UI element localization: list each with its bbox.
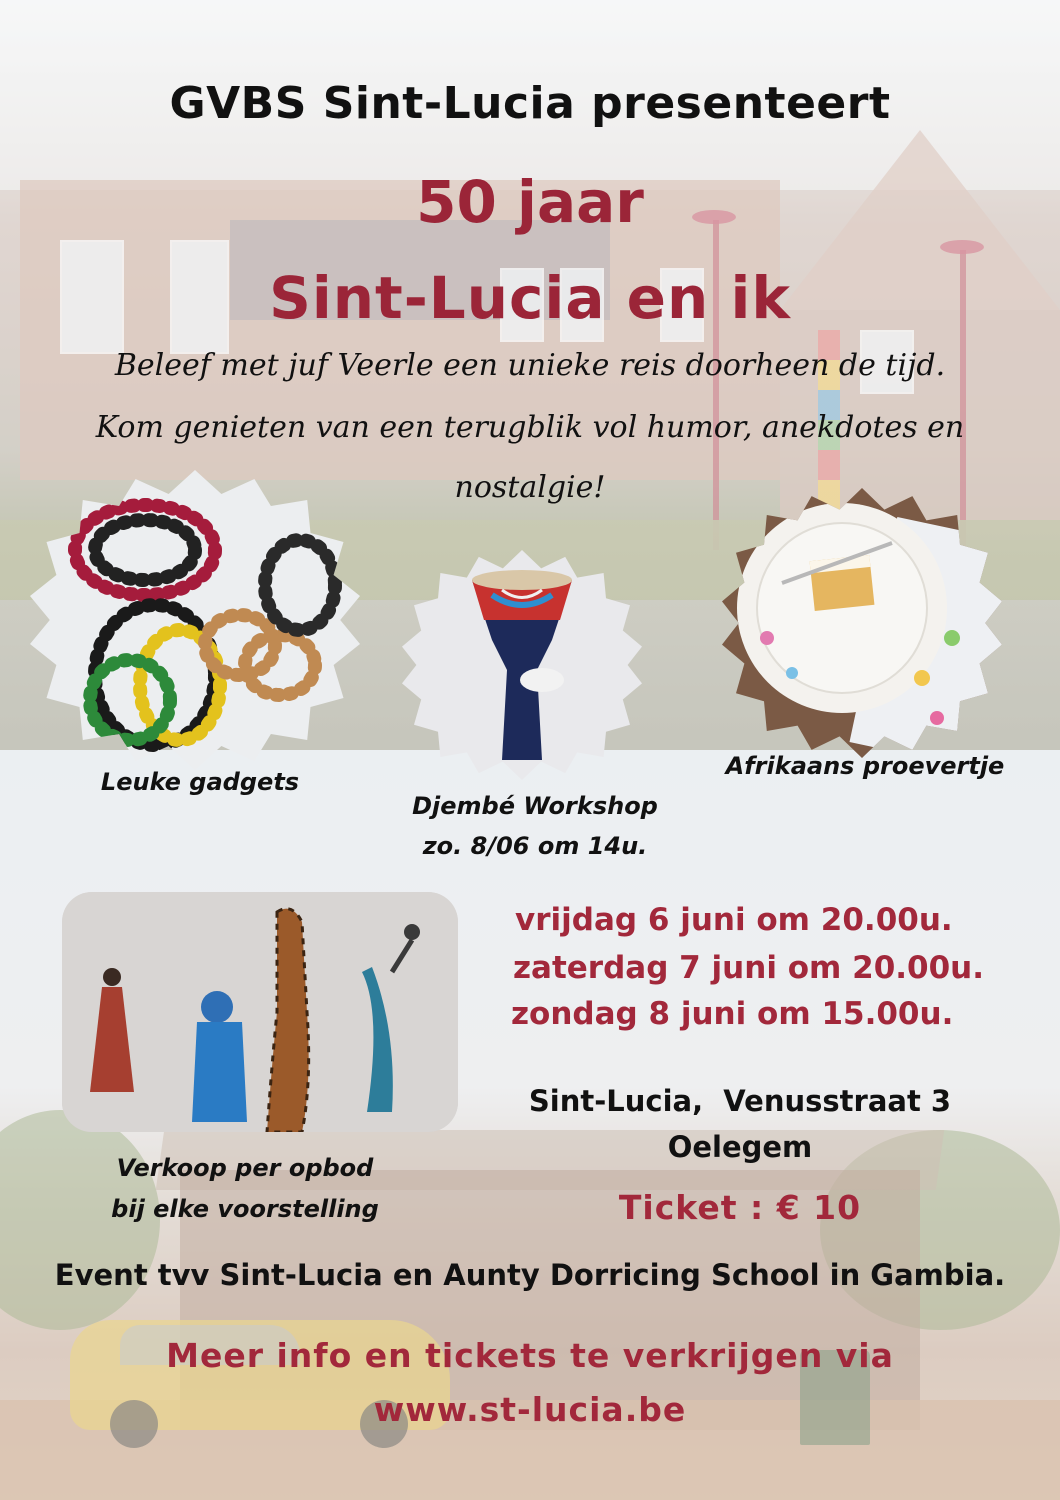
djembe-workshop-caption: Djembé Workshop [412, 792, 658, 820]
gadgets-caption: Leuke gadgets [100, 768, 300, 796]
show-date-sunday: zondag 8 juni om 15.00u. [511, 996, 954, 1032]
show-date-friday: vrijdag 6 juni om 20.00u. [515, 902, 953, 938]
venue-address: Sint-Lucia, Venusstraat 3 [528, 1084, 952, 1118]
info-text: Meer info en tickets te verkrijgen via [166, 1336, 894, 1375]
intro-line3: nostalgie! [454, 470, 606, 505]
show-date-saturday: zaterdag 7 juni om 20.00u. [513, 950, 985, 986]
presenter-heading: GVBS Sint-Lucia presenteert [169, 78, 891, 129]
website-link[interactable]: www.st-lucia.be [373, 1390, 687, 1429]
charity-note: Event tvv Sint-Lucia en Aunty Dorricing School in Gambia. [54, 1258, 1006, 1292]
djembe-workshop-time: zo. 8/06 om 14u. [422, 832, 648, 860]
intro-line1: Beleef met juf Veerle een unieke reis doorheen de tijd. [114, 348, 946, 383]
auction-caption-line2: bij elke voorstelling [111, 1195, 379, 1223]
ticket-price: Ticket : € 10 [618, 1188, 862, 1227]
event-title-line1: 50 jaar [416, 168, 644, 236]
venue-town: Oelegem [667, 1130, 813, 1164]
african-statues-photo [62, 892, 458, 1132]
tasting-caption: Afrikaans proevertje [725, 752, 1005, 780]
event-title-line2: Sint-Lucia en ik [269, 264, 791, 332]
auction-caption-line1: Verkoop per opbod [116, 1154, 374, 1182]
intro-line2: Kom genieten van een terugblik vol humor, anekdotes en [95, 410, 965, 445]
